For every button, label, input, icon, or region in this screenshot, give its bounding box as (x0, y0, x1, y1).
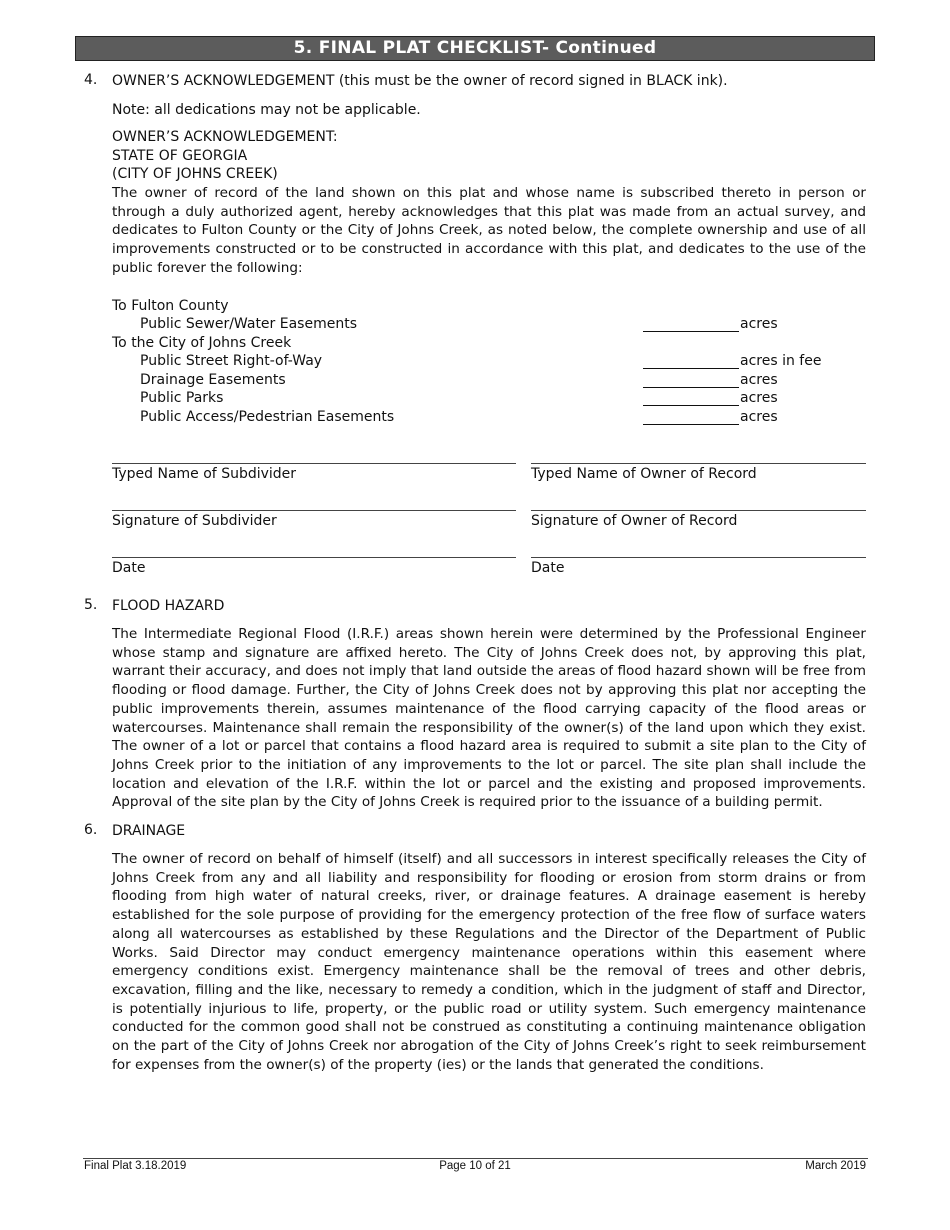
signature-owner-line[interactable] (531, 510, 866, 511)
note: Note: all dedications may not be applicable. (112, 102, 421, 118)
footer-page-number: Page 10 of 21 (439, 1160, 511, 1172)
dedication-item-label: Public Parks (140, 390, 224, 406)
date-owner-line[interactable] (531, 557, 866, 558)
dedication-unit: acres (740, 390, 778, 406)
signature-owner-label: Signature of Owner of Record (531, 513, 738, 529)
section-heading: DRAINAGE (112, 823, 186, 839)
acknowledgement-title: OWNER’S ACKNOWLEDGEMENT: (112, 129, 338, 145)
date-subdivider-line[interactable] (112, 557, 516, 558)
acreage-blank[interactable] (643, 405, 739, 406)
state-label: STATE OF GEORGIA (112, 148, 248, 164)
acreage-blank[interactable] (643, 387, 739, 388)
dedication-item-label: Public Street Right-of-Way (140, 353, 323, 369)
city-label: To the City of Johns Creek (112, 335, 292, 351)
section-number: 5. (84, 597, 98, 613)
typed-name-owner-line[interactable] (531, 463, 866, 464)
date-owner-label: Date (531, 560, 565, 576)
dedication-item-label: Public Sewer/Water Easements (140, 316, 357, 332)
dedication-item-label: Public Access/Pedestrian Easements (140, 409, 395, 425)
city-label: (CITY OF JOHNS CREEK) (112, 166, 278, 182)
typed-name-subdivider-line[interactable] (112, 463, 516, 464)
acreage-blank[interactable] (643, 424, 739, 425)
dedication-item-label: Drainage Easements (140, 372, 286, 388)
typed-name-subdivider-label: Typed Name of Subdivider (112, 466, 297, 482)
section-heading: FLOOD HAZARD (112, 598, 225, 614)
section-heading: OWNER’S ACKNOWLEDGEMENT (this must be the owner of record signed in BLACK ink). (112, 73, 728, 89)
dedication-unit: acres (740, 409, 778, 425)
dedication-unit: acres (740, 372, 778, 388)
section-banner: 5. FINAL PLAT CHECKLIST- Continued (75, 36, 875, 61)
signature-subdivider-line[interactable] (112, 510, 516, 511)
county-label: To Fulton County (112, 298, 229, 314)
section-number: 4. (84, 72, 98, 88)
section-number: 6. (84, 822, 98, 838)
drainage-body: The owner of record on behalf of himself (itself) and all successors in interest specifically releases the City of Johns Creek from any and all liability and responsibility for flooding or erosion from storm drains or from flooding from high water of natural creeks, river, or drainage features. A drainage easement is hereby established for the sole purpose of providing for the emergency protection of the free flow of surface waters along all watercourses as established by these Regulations and the Director of the Department of Public Works. Said Director may conduct emergency maintenance operations within this easement where emergency conditions exist. Emergency maintenance shall be the removal of trees and other debris, excavation, filling and the like, necessary to remedy a condition, which in the judgment of staff and Director, is potentially injurious to life, property, or the public road or utility system. Such emergency maintenance conducted for the common good shall not be construed as constituting a continuing maintenance obligation on the part of the City of Johns Creek nor abrogation of the City of Johns Creek’s right to seek reimbursement for expenses from the owner(s) of the property (ies) or the lands that generated the conditions. (112, 851, 866, 1073)
flood-hazard-body: The Intermediate Regional Flood (I.R.F.) areas shown herein were determined by the Professional Engineer whose stamp and signature are affixed hereto. The City of Johns Creek does not, by approving this plat, warrant their accuracy, and does not imply that land outside the areas of flood hazard shown will be free from flooding or flood damage. Further, the City of Johns Creek does not by approving this plat nor accepting the public improvements therein, assumes maintenance of the flood carrying capacity of the flood areas or watercourses. Maintenance shall remain the responsibility of the owner(s) of the land upon which they exist. The owner of a lot or parcel that contains a flood hazard area is required to submit a site plan to the City of Johns Creek prior to the initiation of any improvements to the lot or parcel. The site plan shall include the location and elevation of the I.R.F. within the lot or parcel and the existing and proposed improvements. Approval of the site plan by the City of Johns Creek is required prior to the issuance of a building permit. (112, 626, 866, 811)
signature-subdivider-label: Signature of Subdivider (112, 513, 277, 529)
footer-date: March 2019 (805, 1160, 866, 1172)
acknowledgement-body: The owner of record of the land shown on this plat and whose name is subscribed thereto in person or through a duly authorized agent, hereby acknowledges that this plat was made from an actual survey, and dedicates to Fulton County or the City of Johns Creek, as noted below, the complete ownership and use of all improvements constructed or to be constructed in accordance with this plat, and dedicates to the use of the public forever the following: (112, 185, 866, 276)
dedication-unit: acres in fee (740, 353, 822, 369)
acreage-blank[interactable] (643, 368, 739, 369)
dedication-unit: acres (740, 316, 778, 332)
date-subdivider-label: Date (112, 560, 146, 576)
acreage-blank[interactable] (643, 331, 739, 332)
footer-divider (83, 1158, 868, 1159)
footer-doc-id: Final Plat 3.18.2019 (84, 1160, 187, 1172)
typed-name-owner-label: Typed Name of Owner of Record (531, 466, 757, 482)
